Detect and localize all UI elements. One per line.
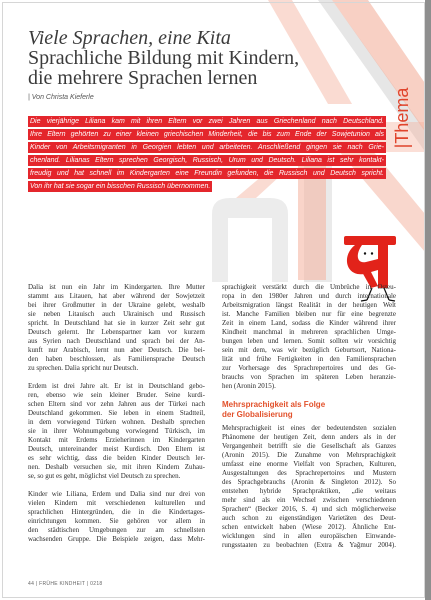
left-column <box>28 283 205 553</box>
section-subheading <box>222 400 396 420</box>
text-line: Kindheit manchmal in mehreren sprachlichen Umge- <box>222 328 396 336</box>
intro-highlight <box>28 116 386 194</box>
text-line: Erdem ist drei Jahre alt. Er ist in Deutschland gebo- <box>28 382 205 390</box>
text-line: Sprachen“ (Becker 2016, S. 4) und sich möglicherweise <box>222 505 396 513</box>
text-line: Dalia ist nun ein Jahr im Kindergarten. Ihre Mutter <box>28 283 205 291</box>
text-line: bei ihrer Großmutter in der Ukraine gelebt, weshalb <box>28 301 205 309</box>
intro-line: Die vierjährige Liliana kam mit ihren Eltern vor zwei Jahren aus Griechenland nach Deutschland. <box>30 118 384 125</box>
text-line: hen (Aronin 2015). <box>222 382 276 390</box>
paragraph <box>222 283 396 391</box>
text-line: Zeit in einem Land, sodass die Kinder während ihrer <box>222 319 396 327</box>
intro-line: freudig und hat schnell im Kindergarten eine Freundin gefunden, die Russisch und Deutsch spricht. <box>30 170 384 177</box>
paragraph <box>28 490 205 544</box>
text-line: schen Eltern sind vor zehn Jahren aus der Türkei nach <box>28 400 205 408</box>
text-line: sprachlichen Hintergründen, die in die Kindertages- <box>28 508 205 516</box>
intro-line: Ihre Eltern gehörten zu einer kleinen griechischen Minderheit, die bis zum Ende der Sowjetunion als <box>30 131 384 138</box>
text-line: vielen Kindern mit verschiedenen kulturellen und <box>28 499 205 507</box>
text-line: rungsstaaten zu beobachten (Extra & Yağmur 2004). <box>222 541 396 549</box>
text-line: spricht. In Deutschland hat sie in kurzer Zeit sehr gut <box>28 319 205 327</box>
paragraph <box>28 382 205 481</box>
text-line: (Aronin 2015). Die Zunahme von Mehrsprachigkeit <box>222 451 396 459</box>
text-line: entstehen hybride Sprachpraktiken, „die weitaus <box>222 487 396 495</box>
subheading-line: der Globalisierung <box>222 410 293 419</box>
intro-line: Kinder von Arbeitsmigranten in Georgien lebten und arbeiteten. Anschließend gingen sie nach Grie- <box>30 144 384 151</box>
text-line: se, so gut es geht, möglichst viel Deutsch zu sprechen. <box>28 472 181 480</box>
section-label: |Thema <box>392 87 412 149</box>
text-line: auch schon zu eigenständigen Varietäten des Deut- <box>222 514 396 522</box>
text-line: Mehrsprachigkeit ist eines der bedeutendsten sozialen <box>222 424 396 432</box>
text-line: ren, ebenso wie sein kleiner Bruder. Seine kurdi- <box>28 391 205 399</box>
text-line: sprachigkeit verstärkt durch die Umbrüche in Osteu- <box>222 283 396 291</box>
text-line: des Sprachgebrauchs (Aronin & Singleton 2012). So <box>222 478 396 486</box>
text-line: es sehr wichtig, dass die beiden Kinder Deutsch ler- <box>28 454 205 462</box>
text-line: ist. Manche Familien bleiben nur für eine begrenzte <box>222 310 396 318</box>
text-line: lität und frühe Fertigkeiten in den Familiensprachen <box>222 355 396 363</box>
text-line: den haben beschlossen, als Familiensprache Deutsch <box>28 355 205 363</box>
text-line: Vergangenheit betrifft sie die Gesellschaft als Ganzes <box>222 442 396 450</box>
text-line: zur Vorhersage des Sprachrepertoires und des Ge- <box>222 364 396 372</box>
intro-line: chenland. Lilianas Eltern sprechen Georgisch, Russisch, Urum und Deutsch. Liliana ist sehr kontakt- <box>30 157 384 164</box>
text-line: nen. Deshalb versuchen sie, mit ihren Kindern Zuhau- <box>28 463 205 471</box>
text-line: brauchs von Sprachen im späteren Leben heranzie- <box>222 373 396 381</box>
text-line: sein mit dem, was wir bezüglich Geburtsort, Nationa- <box>222 346 396 354</box>
text-line: umfasst eine enorme Vielfalt von Sprachen, Kulturen, <box>222 460 396 468</box>
title-line: Sprachliche Bildung mit Kindern, <box>28 47 300 69</box>
text-line: einrichtungen kommen. Sie gehören vor allem in <box>28 517 205 525</box>
text-line: bungen leben und lernen. Somit sollten wir vorsichtig <box>222 337 396 345</box>
text-line: aus Syrien nach Deutschland und sprach bei der An- <box>28 337 205 345</box>
text-line: in dem vorwiegend Türken wohnen. Deshalb sprechen <box>28 418 205 426</box>
text-line: schen entwickelt haben (Wiese 2012). Ähnliche Ent- <box>222 523 396 531</box>
text-line: wicklungen sind in allen europäischen Einwande- <box>222 532 396 540</box>
text-line: Deutschland gekommen. Sie leben in einem Stadtteil, <box>28 409 205 417</box>
page-footer: 44 | FRÜHE KINDHEIT | 0218 <box>28 581 103 587</box>
text-line: Deutsch gelernt. Ihr Lebenspartner kam vor kurzem <box>28 328 205 336</box>
text-line: stammt aus Litauen, hat aber während der Sowjetzeit <box>28 292 205 300</box>
subheading-line: Mehrsprachigkeit als Folge <box>222 400 326 409</box>
text-line: wachsenden Gruppe. Die Beispiele zeigen, dass Mehr- <box>28 535 205 543</box>
text-line: den städtischen Umgebungen zur am schnellsten <box>28 526 205 534</box>
page-edge <box>425 0 431 600</box>
article-title <box>28 28 358 88</box>
paragraph <box>222 424 396 550</box>
kicker-title: Viele Sprachen, eine Kita <box>28 27 231 49</box>
text-line: zu sprechen. Dalia spricht nur Deutsch. <box>28 364 139 372</box>
text-line: Arbeitsmigration längst Realität in der heutigen Welt <box>222 301 396 309</box>
text-line: Phänomene der heutigen Zeit, denn anders als in der <box>222 433 396 441</box>
text-line: sie in ihrer Wohnumgebung vorwiegend Türkisch, im <box>28 427 205 435</box>
text-line: Deutsch, untereinander meist Kurdisch. Den Eltern ist <box>28 445 205 453</box>
text-line: kunft nur Arabisch, lernt nun aber Deutsch. Die bei- <box>28 346 205 354</box>
byline: | Von Christa Kieferle <box>28 94 94 101</box>
right-column <box>222 283 396 559</box>
text-line: ropa in den 1980er Jahren und durch internationale <box>222 292 396 300</box>
text-line: sie neben Litauisch auch Ukrainisch und Russisch <box>28 310 205 318</box>
intro-line: Von ihr hat sie sogar ein bisschen Russisch übernommen. <box>30 183 211 190</box>
text-line: Kontakt mit Erdems Erzieherinnen im Kindergarten <box>28 436 205 444</box>
text-line: Ausgestaltungen des Sprachrepertoires und Mustern <box>222 469 396 477</box>
text-line: mehr sind als ein Wechsel zwischen verschiedenen <box>222 496 396 504</box>
text-line: Kinder wie Liliana, Erdem und Dalia sind nur drei von <box>28 490 205 498</box>
title-line: die mehrere Sprachen lernen <box>28 67 258 89</box>
paragraph <box>28 283 205 373</box>
